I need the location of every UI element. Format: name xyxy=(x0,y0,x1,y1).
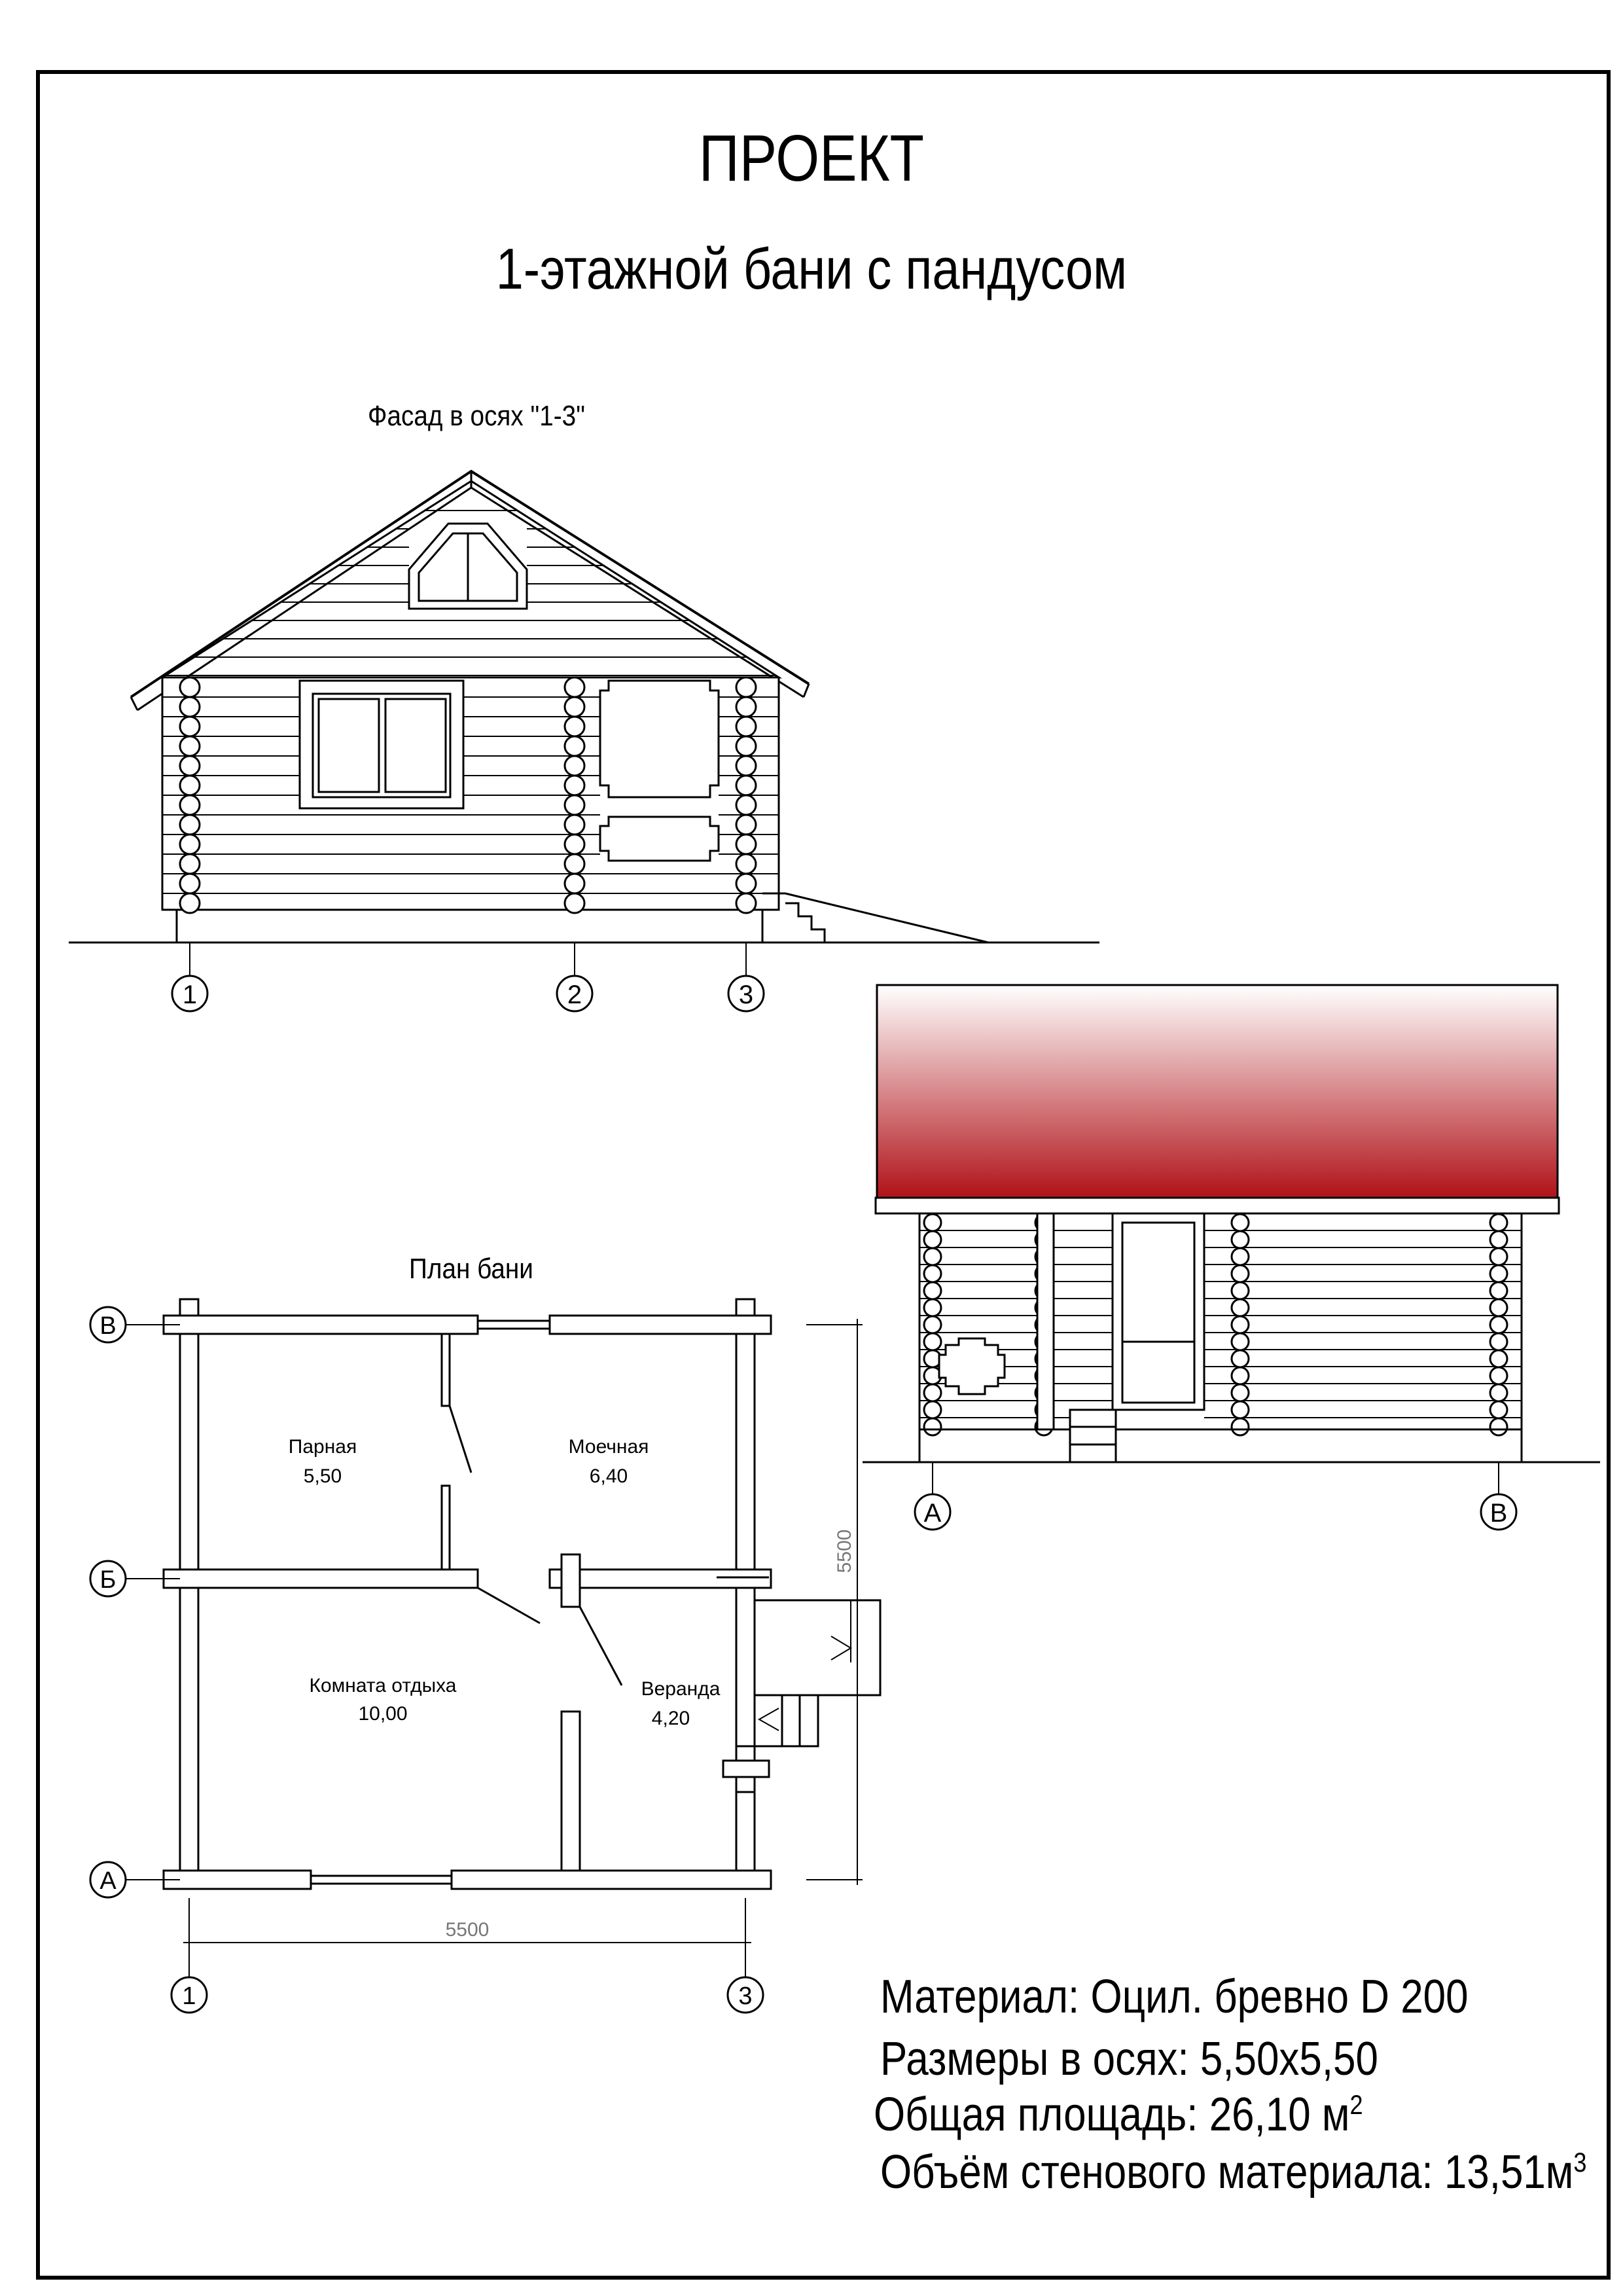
spec-area-text: Общая площадь: 26,10 м xyxy=(874,2089,1350,2141)
side-view-roof xyxy=(877,985,1558,1198)
plan-dim-horizontal: 5500 xyxy=(445,1919,490,1941)
page-subtitle: 1-этажной бани с пандусом xyxy=(495,236,1128,301)
spec-volume-sup: 3 xyxy=(1573,2147,1587,2178)
plan-col-axis-1: 1 xyxy=(182,1982,196,2010)
room-area: 10,00 xyxy=(358,1703,408,1725)
room-veranda xyxy=(641,1678,721,1729)
room-area: 6,40 xyxy=(589,1465,628,1487)
plan-row-axis-a: А xyxy=(99,1867,116,1895)
room-area: 5,50 xyxy=(303,1465,342,1487)
plan-col-axis-3: 3 xyxy=(738,1982,753,2010)
page-title: ПРОЕКТ xyxy=(698,122,925,195)
side-axis-a: А xyxy=(923,1499,942,1528)
spec-area-sup: 2 xyxy=(1349,2089,1363,2120)
facade-caption: Фасад в осях "1-3" xyxy=(368,399,585,432)
spec-size: Размеры в осях: 5,50х5,50 xyxy=(880,2033,1378,2085)
facade-axis-1: 1 xyxy=(182,980,198,1009)
plan-caption: План бани xyxy=(409,1251,533,1285)
plan-dim-vertical: 5500 xyxy=(834,1529,855,1573)
room-name: Парная xyxy=(288,1436,357,1458)
room-rest-room xyxy=(310,1675,457,1725)
side-view-drawing xyxy=(863,985,1600,1530)
spec-volume-text: Объём стенового материала: 13,51м xyxy=(880,2146,1574,2198)
spec-material: Материал: Оцил. бревно D 200 xyxy=(880,1971,1469,2023)
room-steam-room xyxy=(289,1436,357,1487)
facade-axis-3: 3 xyxy=(738,980,754,1009)
room-name: Веранда xyxy=(641,1678,721,1700)
spec-area xyxy=(874,2088,1363,2142)
room-name: Комната отдыха xyxy=(309,1675,457,1696)
facade-drawing xyxy=(69,471,1099,1011)
side-axis-v: В xyxy=(1489,1499,1508,1528)
plan-row-axis-v: В xyxy=(99,1312,116,1340)
room-wash-room xyxy=(569,1436,649,1487)
floor-plan xyxy=(90,1299,880,2013)
room-area: 4,20 xyxy=(651,1708,690,1729)
facade-axis-2: 2 xyxy=(567,980,582,1009)
spec-volume xyxy=(880,2145,1586,2199)
plan-row-axis-b: Б xyxy=(99,1566,116,1594)
room-name: Моечная xyxy=(568,1436,649,1458)
